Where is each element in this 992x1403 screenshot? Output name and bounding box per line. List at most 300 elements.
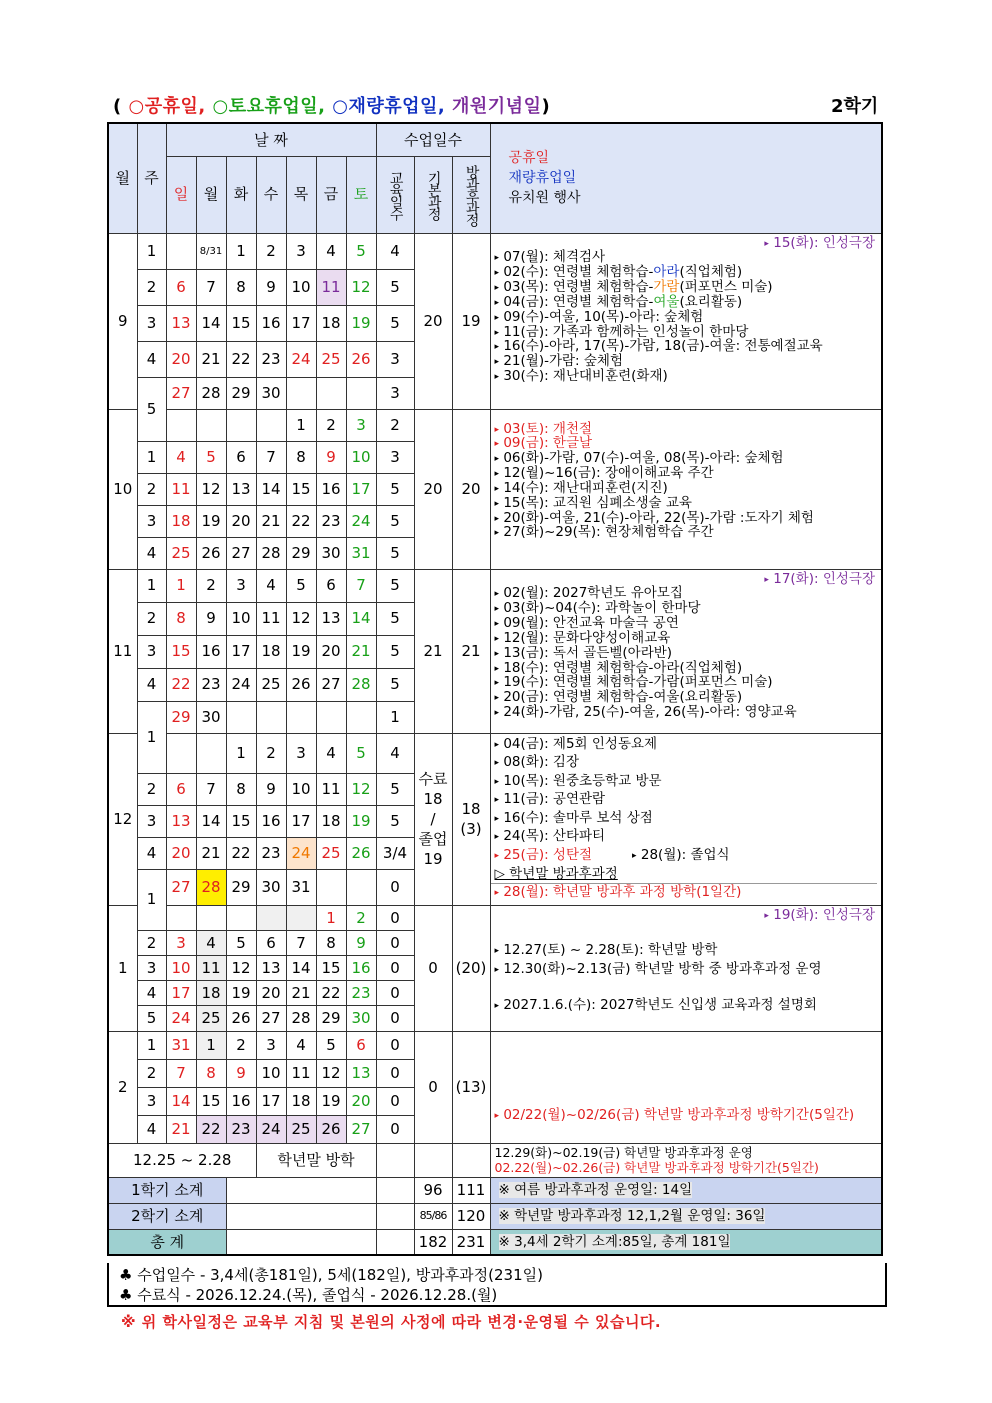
day-cell: 27 [256, 1005, 286, 1031]
event-item: 09(금): 한글날 [503, 435, 593, 452]
event-item: 18(수): 연령별 체험학습-아라(직업체험) [503, 659, 743, 676]
day-cell: 20 [256, 980, 286, 1005]
day-cell: 11 [256, 602, 286, 635]
day-cell: 17 [286, 805, 316, 837]
day-cell: 8 [286, 441, 316, 473]
day-cell [226, 409, 256, 441]
day-cell: 14 [196, 305, 226, 341]
basic-course-days: 수료 18 / 졸업 19 [414, 733, 452, 905]
week-number: 2 [137, 1059, 166, 1087]
event-item: 07(월): 체격검사 [503, 249, 606, 266]
day-cell: 22 [196, 1115, 226, 1143]
summary-note-text: ※ 학년말 방과후과정 12,1,2월 운영일: 36일 [498, 1207, 766, 1224]
event-item: 13(금): 독서 골든벨(아라반) [503, 644, 673, 661]
day-cell: 28 [256, 537, 286, 569]
week-number: 4 [137, 837, 166, 869]
summary-note [490, 1177, 882, 1203]
event-item: 04(금): 제5회 인성동요제 [503, 735, 658, 752]
day-cell: 6 [256, 930, 286, 955]
day-cell: 19 [286, 635, 316, 668]
week-number: 1 [137, 1031, 166, 1059]
event-item: 11(금): 공연관람 [503, 791, 606, 808]
event-item-tail: (요리활동) [679, 293, 743, 310]
summary-after: 111 [452, 1177, 490, 1203]
after-school-days: 21 [452, 569, 490, 733]
day-cell [316, 701, 346, 733]
summary-row-sem1 [108, 1177, 882, 1203]
curriculum-days: 4 [376, 233, 414, 269]
curriculum-days: 0 [376, 1115, 414, 1143]
day-cell: 4 [256, 569, 286, 602]
day-cell [256, 701, 286, 733]
summary-row-total [108, 1229, 882, 1255]
week-number: 3 [137, 635, 166, 668]
event-item: 28(월): 학년말 방과후 과정 방학(1일간) [503, 884, 742, 901]
summary-after: 120 [452, 1203, 490, 1229]
day-cell: 19 [196, 505, 226, 537]
day-cell: 21 [346, 635, 376, 668]
semester-label: 2학기 [831, 96, 879, 117]
day-cell: 11 [166, 473, 196, 505]
day-cell: 9 [256, 269, 286, 305]
header-month: 월 [108, 123, 137, 233]
day-cell: 13 [256, 955, 286, 980]
day-cell: 6 [166, 269, 196, 305]
week-number: 3 [137, 505, 166, 537]
day-cell: 15 [316, 955, 346, 980]
day-cell [316, 377, 346, 409]
week-number: 2 [137, 473, 166, 505]
day-cell: 31 [166, 1031, 196, 1059]
day-cell: 24 [286, 341, 316, 377]
day-cell: 15 [226, 805, 256, 837]
day-cell: 1 [226, 733, 256, 773]
event-item: 20(금): 연령별 체험학습-여울(요리활동) [503, 689, 743, 706]
day-cell [316, 869, 346, 905]
day-cell: 8 [166, 602, 196, 635]
day-cell: 22 [316, 980, 346, 1005]
day-cell [196, 905, 226, 930]
curriculum-days: 5 [376, 473, 414, 505]
header-legend-events: 유치원 행사 [508, 190, 581, 207]
day-cell: 12 [346, 269, 376, 305]
day-cell: 27 [316, 668, 346, 701]
top-note: 19(화): 인성극장 [773, 906, 875, 923]
day-cell: 3 [256, 1031, 286, 1059]
day-cell: 18 [256, 635, 286, 668]
event-item: 16(수)-아라, 17(목)-가람, 18(금)-여울: 전통예절교육 [503, 338, 823, 355]
day-cell: 11 [316, 269, 346, 305]
day-cell: 21 [166, 1115, 196, 1143]
day-cell: 9 [256, 773, 286, 805]
event-item: 08(화): 김장 [503, 754, 580, 771]
vacation-note: 12.29(화)~02.19(금) 학년말 방과후과정 운영 [494, 1144, 753, 1160]
day-cell: 7 [196, 773, 226, 805]
day-cell: 10 [286, 773, 316, 805]
day-cell: 17 [166, 980, 196, 1005]
curriculum-days: 5 [376, 537, 414, 569]
table-row [108, 233, 882, 269]
header-open: ( [113, 96, 129, 117]
curriculum-days: 0 [376, 1005, 414, 1031]
class-garam: 가람 [653, 279, 680, 296]
day-cell: 30 [256, 869, 286, 905]
day-cell [226, 701, 256, 733]
week-number: 1 [137, 441, 166, 473]
event-item: 19(수): 연령별 체험학습-가람(퍼포먼스 미술) [503, 674, 773, 691]
day-cell: 1 [166, 569, 196, 602]
events-oct: ▸ 03(토): 개천절 ▸ 09(금): 한글날 ▸ 06(화)-가람, 07(수)-여울, 08(목)-아라: 숲체험 ▸ 12(월)~16(금): 장애이해교육 주간 ▸ 14(수): 재난대피훈련(지진) ▸ 15(목): 교직원 심폐소생술 교육 ▸ 20(화)-여울, 21(수)-아라, 22(목)-가람 :도자기 체험 ▸ 27(화)~29(목): 현장체험학습 주간 [490, 409, 882, 569]
day-cell: 2 [346, 905, 376, 930]
event-item: 21(월)-가람: 숲체험 [503, 353, 623, 370]
event-item: 30(수): 재난대비훈련(화재) [503, 368, 668, 385]
header-legend-holiday: 공휴일 [508, 150, 550, 167]
day-cell: 22 [226, 341, 256, 377]
day-cell: 9 [346, 930, 376, 955]
curriculum-days: 0 [376, 1059, 414, 1087]
day-cell: 22 [286, 505, 316, 537]
event-item: 09(수)-여울, 10(목)-아라: 숲체험 [503, 308, 704, 325]
table-row [108, 905, 882, 930]
day-cell: 19 [346, 305, 376, 341]
day-cell: 5 [196, 441, 226, 473]
day-cell: 23 [256, 837, 286, 869]
day-cell: 5 [346, 233, 376, 269]
day-cell: 3 [286, 233, 316, 269]
day-cell: 8 [226, 269, 256, 305]
day-cell: 2 [226, 1031, 256, 1059]
day-cell: 14 [286, 955, 316, 980]
day-cell: 15 [286, 473, 316, 505]
event-item: 16(수): 솔마루 보석 상점 [503, 809, 653, 826]
day-cell: 22 [226, 837, 256, 869]
event-item: 02(월): 2027학년도 유아모집 [503, 585, 683, 602]
after-school-days: (20) [452, 905, 490, 1031]
day-cell: 20 [166, 837, 196, 869]
basic-course-days: 20 [414, 233, 452, 409]
day-cell: 24 [256, 1115, 286, 1143]
day-cell: 26 [346, 341, 376, 377]
vacation-range: 12.25 ~ 2.28 [108, 1143, 256, 1177]
day-cell: 19 [226, 980, 256, 1005]
events-nov: ▸ 17(화): 인성극장 ▸ 02(월): 2027학년도 유아모집 ▸ 03(화)~04(수): 과학놀이 한마당 ▸ 09(월): 안전교육 마술극 공연 ▸ 12(월): 문화다양성이해교육 ▸ 13(금): 독서 골든벨(아라반) ▸ 18(수): 연령별 체험학습-아라(직업체험) ▸ 19(수): 연령별 체험학습-가람(퍼포먼스 미술) ▸ 20(금): 연령별 체험학습-여울(요리활동) ▸ 24(화)-가람, 25(수)-여울, 26(목)-아라: 영양교육 [490, 569, 882, 733]
day-cell [196, 733, 226, 773]
day-cell [226, 905, 256, 930]
day-cell: 8 [316, 930, 346, 955]
curriculum-days: 0 [376, 930, 414, 955]
day-cell: 29 [226, 377, 256, 409]
event-item: 15(목): 교직원 심폐소생술 교육 [503, 494, 692, 511]
curriculum-days: 0 [376, 980, 414, 1005]
day-cell: 30 [346, 1005, 376, 1031]
day-cell: 20 [316, 635, 346, 668]
day-cell: 4 [316, 233, 346, 269]
curriculum-days: 1 [376, 701, 414, 733]
month-label: 11 [108, 569, 137, 733]
day-cell [286, 377, 316, 409]
event-item: 28(월): 졸업식 [640, 847, 730, 864]
day-cell: 1 [286, 409, 316, 441]
day-cell: 18 [316, 805, 346, 837]
day-cell: 3 [166, 930, 196, 955]
event-item: 03(목): 연령별 체험학습- [503, 279, 654, 296]
day-cell: 31 [346, 537, 376, 569]
header-legend-discretionary: 재량휴업일 [508, 170, 577, 187]
day-cell: 30 [256, 377, 286, 409]
day-cell: 31 [286, 869, 316, 905]
day-cell: 27 [346, 1115, 376, 1143]
curriculum-days: 0 [376, 869, 414, 905]
note-line: ♣ 수료식 - 2026.12.24.(목), 졸업식 - 2026.12.28.(월) [119, 1286, 498, 1304]
table-row [108, 569, 882, 602]
day-cell: 9 [226, 1059, 256, 1087]
day-cell: 12 [196, 473, 226, 505]
day-cell: 8/31 [196, 233, 226, 269]
day-cell [166, 733, 196, 773]
basic-course-days: 0 [414, 1031, 452, 1143]
day-cell: 18 [286, 1087, 316, 1115]
day-cell: 24 [166, 1005, 196, 1031]
day-cell: 16 [346, 955, 376, 980]
header-date-group: 날 짜 [166, 123, 376, 156]
day-cell: 13 [316, 602, 346, 635]
after-school-days: (13) [452, 1031, 490, 1143]
event-item: 11(금): 가족과 함께하는 인성놀이 한마당 [503, 323, 749, 340]
day-cell: 30 [196, 701, 226, 733]
legend-anniversary: 개원기념일 [452, 96, 542, 117]
week-number: 4 [137, 1115, 166, 1143]
summary-row-sem2 [108, 1203, 882, 1229]
header-day-sat: 토 [346, 156, 376, 233]
day-cell [346, 377, 376, 409]
day-cell: 5 [226, 930, 256, 955]
table-row [108, 409, 882, 441]
after-school-days: 20 [452, 409, 490, 569]
day-cell: 26 [316, 1115, 346, 1143]
day-cell: 1 [316, 905, 346, 930]
day-cell [346, 869, 376, 905]
day-cell: 12 [316, 1059, 346, 1087]
header-day-sun: 일 [166, 156, 196, 233]
day-cell: 13 [226, 473, 256, 505]
day-cell: 23 [226, 1115, 256, 1143]
curriculum-days: 3/4 [376, 837, 414, 869]
event-item: 25(금): 성탄절 [503, 847, 593, 864]
day-cell: 5 [316, 1031, 346, 1059]
week-number: 4 [137, 341, 166, 377]
footer-notice: ※ 위 학사일정은 교육부 지침 및 본원의 사정에 따라 변경·운영될 수 있습니다. [121, 1313, 662, 1331]
day-cell: 29 [286, 537, 316, 569]
day-cell: 29 [226, 869, 256, 905]
day-cell: 16 [226, 1087, 256, 1115]
week-number: 5 [137, 1005, 166, 1031]
day-cell: 24 [286, 837, 316, 869]
day-cell [346, 701, 376, 733]
day-cell: 7 [286, 930, 316, 955]
summary-note-text: ※ 3,4세 2학기 소계:85일, 총계 181일 [498, 1233, 731, 1250]
day-cell: 1 [226, 233, 256, 269]
day-cell: 10 [166, 955, 196, 980]
events-feb: ▸ 02/22(월)~02/26(금) 학년말 방과후과정 방학기간(5일간) [490, 1031, 882, 1143]
day-cell: 12 [286, 602, 316, 635]
day-cell: 25 [316, 341, 346, 377]
header-day-mon: 월 [196, 156, 226, 233]
day-cell: 16 [256, 305, 286, 341]
day-cell: 26 [286, 668, 316, 701]
vacation-notes [490, 1143, 882, 1177]
basic-course-days: 0 [414, 905, 452, 1031]
day-cell: 26 [346, 837, 376, 869]
day-cell: 15 [196, 1087, 226, 1115]
event-item: 12(월): 문화다양성이해교육 [503, 629, 671, 646]
month-label: 2 [108, 1031, 137, 1143]
day-cell: 29 [316, 1005, 346, 1031]
class-ara: 아라 [653, 264, 680, 281]
week-number: 3 [137, 1087, 166, 1115]
day-cell: 8 [196, 1059, 226, 1087]
day-cell: 9 [196, 602, 226, 635]
day-cell: 27 [166, 377, 196, 409]
summary-after: 231 [452, 1229, 490, 1255]
day-cell: 20 [166, 341, 196, 377]
header-close: ) [541, 96, 551, 117]
day-cell: 22 [166, 668, 196, 701]
event-item: 14(수): 재난대피훈련(지진) [503, 479, 668, 496]
day-cell: 27 [166, 869, 196, 905]
day-cell: 14 [346, 602, 376, 635]
day-cell: 1 [196, 1031, 226, 1059]
day-cell: 25 [196, 1005, 226, 1031]
summary-note [490, 1229, 882, 1255]
legend-holiday: ○공휴일, [128, 96, 213, 117]
event-item-tail: (직업체험) [679, 264, 743, 281]
day-cell: 4 [316, 733, 346, 773]
day-cell: 9 [316, 441, 346, 473]
basic-course-days: 21 [414, 569, 452, 733]
day-cell: 5 [346, 733, 376, 773]
summary-label: 2학기 소계 [108, 1203, 226, 1229]
week-number: 2 [137, 602, 166, 635]
vacation-row [108, 1143, 882, 1177]
header-after-school: 방과후과정 [463, 164, 480, 225]
event-item: 03(화)~04(수): 과학놀이 한마당 [503, 600, 701, 617]
week-number: 2 [137, 269, 166, 305]
day-cell [166, 233, 196, 269]
week-number: 5 [137, 377, 166, 441]
header-curriculum-days: 교육일수 [387, 170, 404, 219]
day-cell: 25 [316, 837, 346, 869]
week-number: 1 [137, 701, 166, 773]
summary-basic: 182 [414, 1229, 452, 1255]
top-note: 15(화): 인성극장 [773, 234, 875, 251]
after-school-days: 19 [452, 233, 490, 409]
day-cell: 28 [286, 1005, 316, 1031]
day-cell: 5 [286, 569, 316, 602]
event-item: 12(월)~16(금): 장애이해교육 주간 [503, 465, 714, 482]
day-cell: 4 [166, 441, 196, 473]
week-number: 4 [137, 980, 166, 1005]
curriculum-days: 0 [376, 955, 414, 980]
day-cell: 17 [346, 473, 376, 505]
curriculum-days: 5 [376, 773, 414, 805]
curriculum-days: 2 [376, 409, 414, 441]
after-school-days: 18 (3) [452, 733, 490, 905]
basic-course-days: 20 [414, 409, 452, 569]
event-item: ▷ 학년말 방과후과정 [494, 865, 618, 882]
day-cell [256, 409, 286, 441]
calendar-table [107, 122, 883, 1256]
week-number: 1 [137, 569, 166, 602]
day-cell: 13 [346, 1059, 376, 1087]
day-cell: 15 [166, 635, 196, 668]
curriculum-days: 5 [376, 602, 414, 635]
day-cell: 6 [316, 569, 346, 602]
header-day-tue: 화 [226, 156, 256, 233]
curriculum-days: 3 [376, 441, 414, 473]
day-cell: 10 [226, 602, 256, 635]
day-cell: 21 [256, 505, 286, 537]
day-cell: 13 [166, 305, 196, 341]
notes-box [107, 1263, 887, 1307]
summary-note [490, 1203, 882, 1229]
week-number: 3 [137, 955, 166, 980]
curriculum-days: 0 [376, 1031, 414, 1059]
day-cell: 8 [226, 773, 256, 805]
day-cell [286, 701, 316, 733]
day-cell [196, 409, 226, 441]
header-day-thu: 목 [286, 156, 316, 233]
day-cell: 7 [166, 1059, 196, 1087]
day-cell: 11 [196, 955, 226, 980]
day-cell: 6 [166, 773, 196, 805]
summary-note-text: ※ 여름 방과후과정 운영일: 14일 [498, 1181, 693, 1198]
day-cell: 19 [346, 805, 376, 837]
week-number: 1 [137, 869, 166, 930]
event-item: 10(목): 원중초등학교 방문 [503, 772, 662, 789]
day-cell: 18 [316, 305, 346, 341]
day-cell: 3 [226, 569, 256, 602]
summary-basic: 85/86 [414, 1203, 452, 1229]
day-cell: 25 [256, 668, 286, 701]
day-cell: 4 [196, 930, 226, 955]
table-row [108, 1031, 882, 1059]
day-cell: 16 [196, 635, 226, 668]
day-cell: 19 [316, 1087, 346, 1115]
table-row [108, 733, 882, 773]
day-cell: 7 [256, 441, 286, 473]
day-cell: 14 [166, 1087, 196, 1115]
page-header-legend [113, 92, 550, 118]
curriculum-days: 3 [376, 377, 414, 409]
class-yeoul: 여울 [653, 293, 680, 310]
event-item: 03(토): 개천절 [503, 420, 593, 437]
day-cell: 3 [346, 409, 376, 441]
month-label: 1 [108, 905, 137, 1031]
day-cell: 23 [316, 505, 346, 537]
curriculum-days: 4 [376, 733, 414, 773]
event-item: 24(화)-가람, 25(수)-여울, 26(목)-아라: 영양교육 [503, 704, 797, 721]
day-cell: 17 [256, 1087, 286, 1115]
curriculum-days: 5 [376, 668, 414, 701]
week-number: 3 [137, 305, 166, 341]
legend-discretionary: ○재량휴업일, [332, 96, 453, 117]
day-cell: 24 [226, 668, 256, 701]
event-item: 2027.1.6.(수): 2027학년도 신입생 교육과정 설명회 [503, 997, 817, 1014]
event-item: 24(목): 산타파티 [503, 828, 606, 845]
day-cell: 6 [346, 1031, 376, 1059]
header-week: 주 [137, 123, 166, 233]
week-number: 3 [137, 805, 166, 837]
